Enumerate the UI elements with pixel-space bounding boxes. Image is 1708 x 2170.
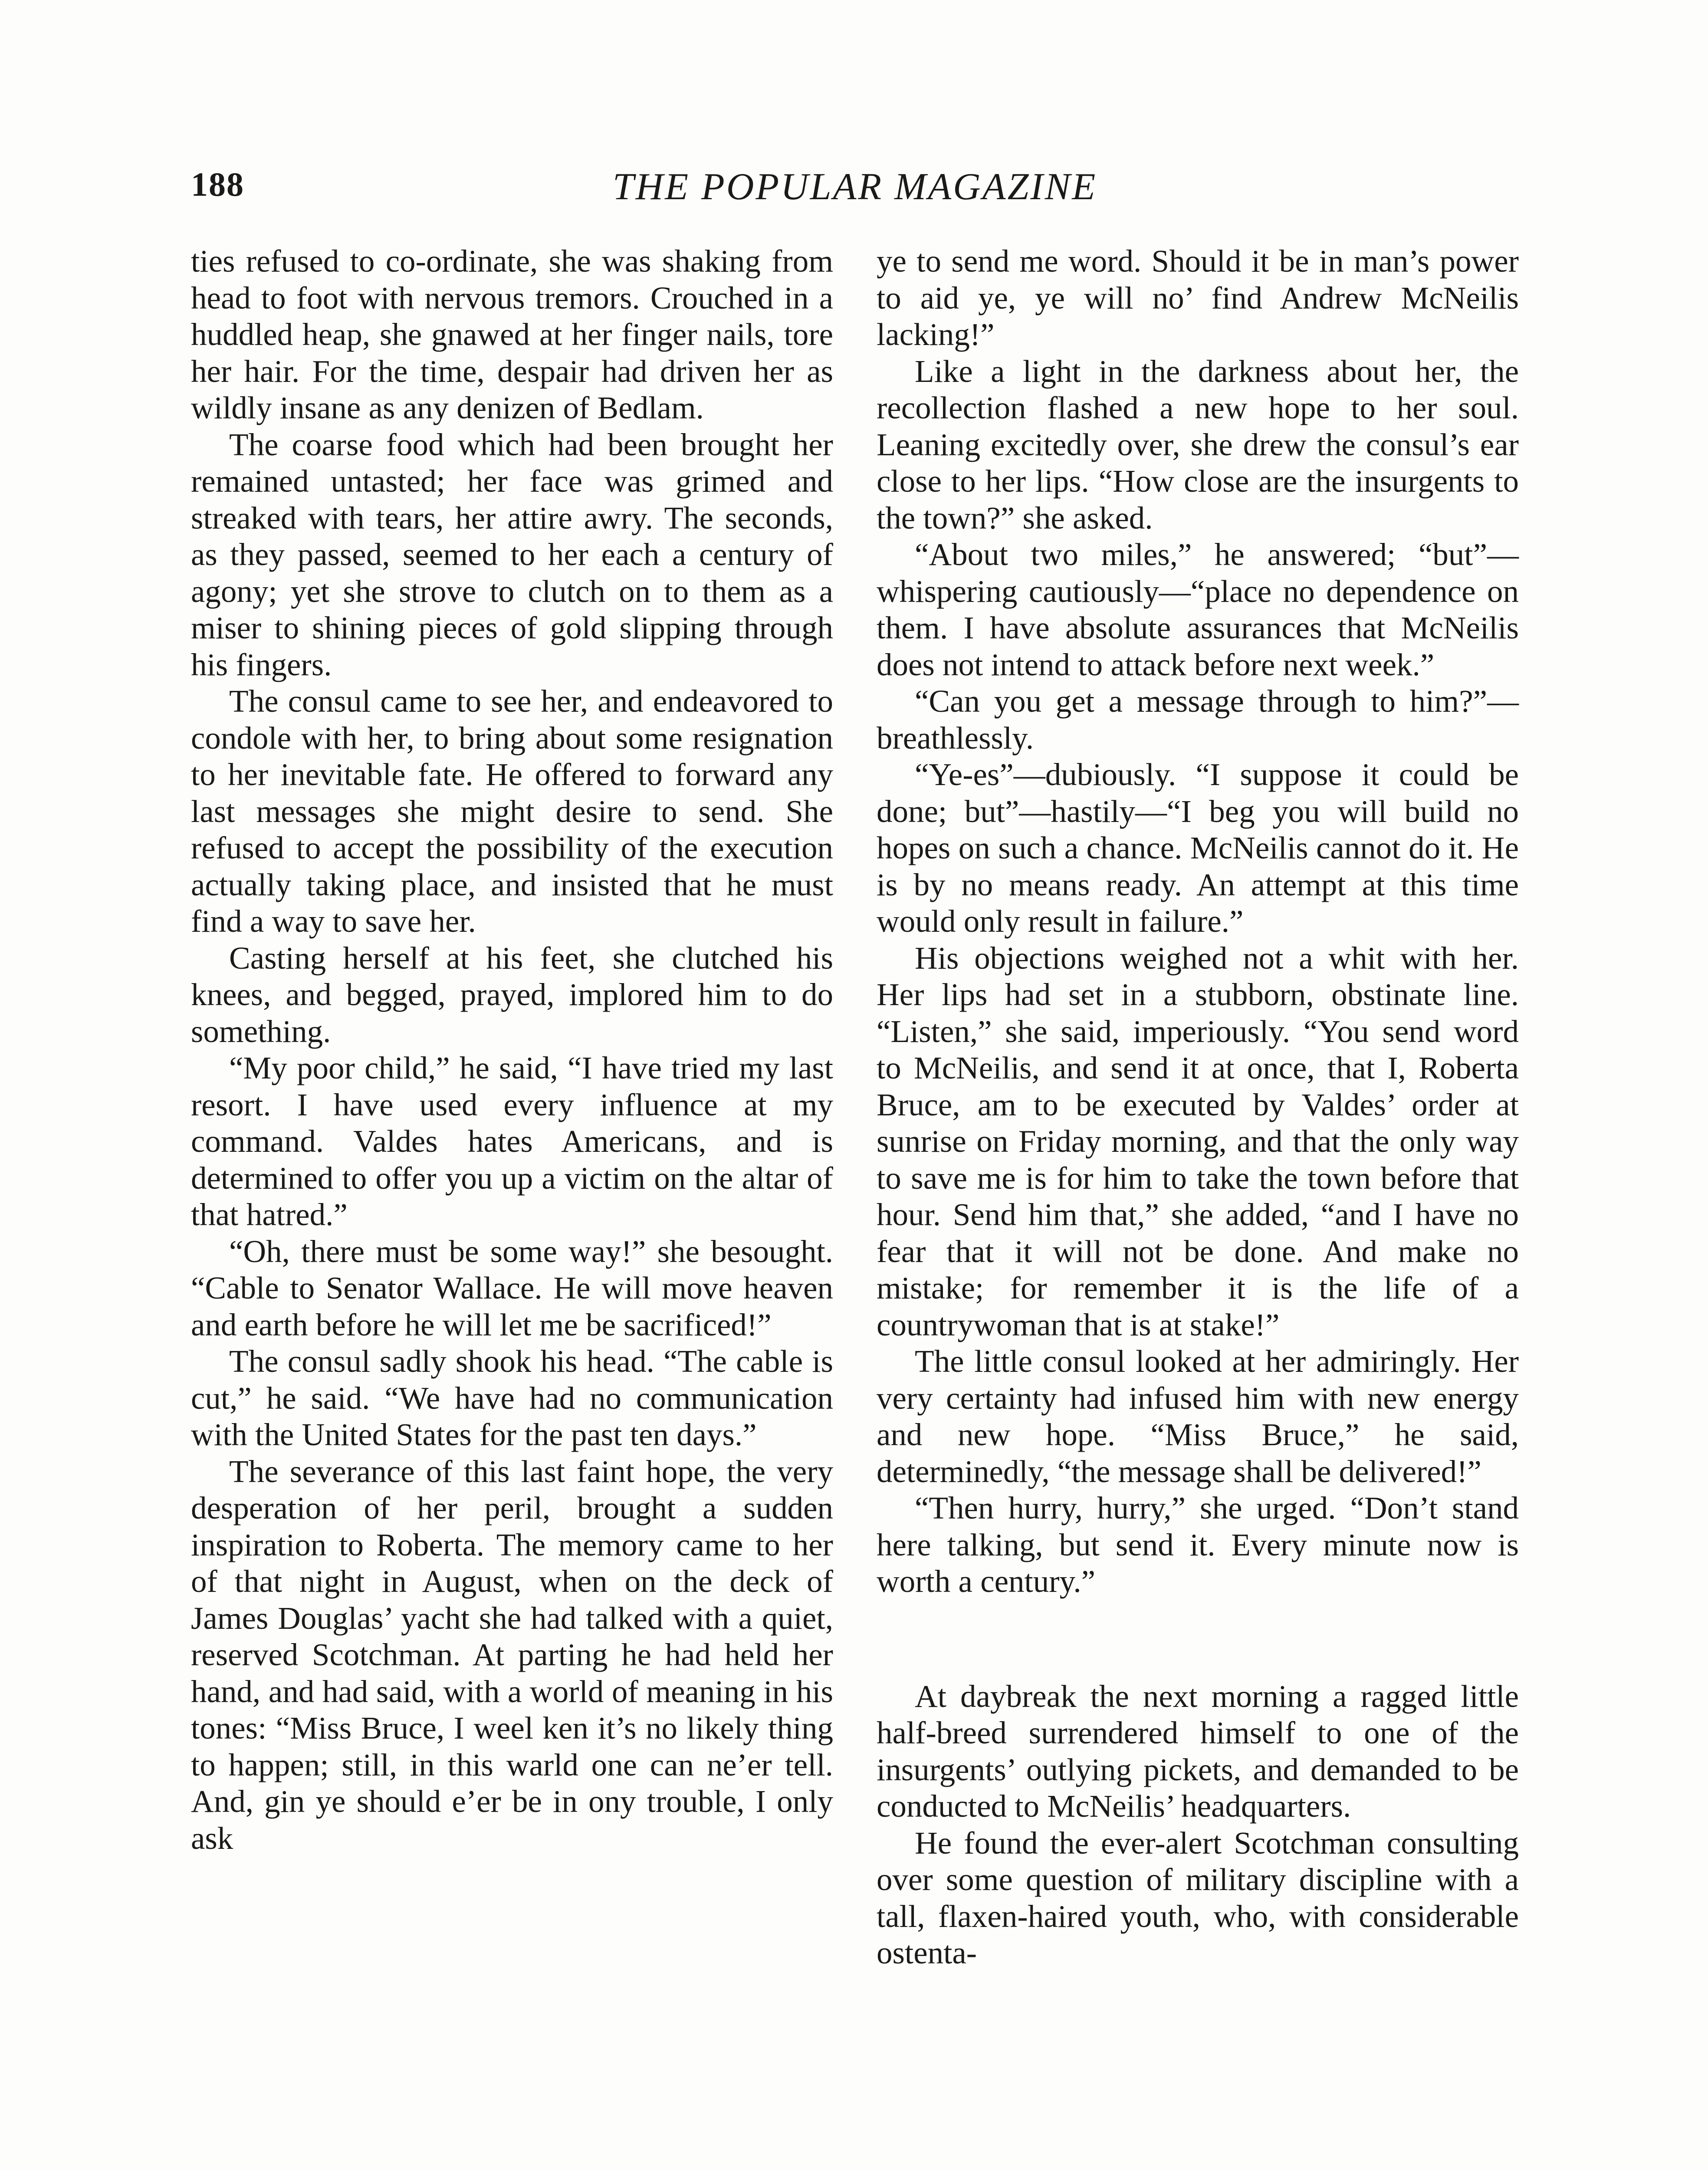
paragraph: The severance of this last faint hope, the very desperation of her peril, brought a sudden inspiration to Roberta. The memory came to her of that night in August, when on the deck of James Douglas’ yacht she had talked with a quiet, reserved Scotchman. At parting he had held her hand, and had said, with a world of meaning in his tones: “Miss Bruce, I weel ken it’s no likely thing to happen; still, in this warld one can ne’er tell. And, gin ye should e’er be in ony trouble, I only ask bbox=[191, 1453, 833, 1856]
paragraph: ye to send me word. Should it be in man’s power to aid ye, ye will no’ find Andrew McNeilis lacking!” bbox=[877, 243, 1519, 352]
paragraph: “Can you get a message through to him?”—breathlessly. bbox=[877, 684, 1519, 756]
paragraph: “Ye-es”—dubiously. “I suppose it could be done; but”—hastily—“I beg you will build no hopes on such a chance. McNeilis cannot do it. He is by no means ready. An attempt at this time would only result in failure.” bbox=[877, 757, 1519, 939]
paragraph: “My poor child,” he said, “I have tried my last resort. I have used every influence at my command. Valdes hates Americans, and is determined to offer you up a victim on the altar of that hatred.” bbox=[191, 1050, 833, 1232]
section-break bbox=[877, 1600, 1519, 1678]
paragraph: The consul came to see her, and endeavored to condole with her, to bring about some resignation to her inevitable fate. He offered to forward any last messages she might desire to send. She refused to accept the possibility of the execution actually taking place, and insisted that he must find a way to save her. bbox=[191, 684, 833, 939]
paragraph: The coarse food which had been brought her remained untasted; her face was grimed and streaked with tears, her attire awry. The seconds, as they passed, seemed to her each a century of agony; yet she strove to clutch on to them as a miser to shining pieces of gold slipping through his fingers. bbox=[191, 427, 833, 682]
right-column bbox=[877, 243, 1519, 1972]
paragraph: Casting herself at his feet, she clutched his knees, and begged, prayed, implored him to do something. bbox=[191, 940, 833, 1049]
left-column bbox=[191, 243, 833, 1857]
paragraph: He found the ever-alert Scotchman consulting over some question of military discipline with a tall, flaxen-haired youth, who, with considerable ostenta- bbox=[877, 1825, 1519, 1970]
paragraph: Like a light in the darkness about her, the recollection flashed a new hope to her soul. Leaning excitedly over, she drew the consul’s ear close to her lips. “How close are the insurgents to the town?” she asked. bbox=[877, 353, 1519, 536]
paragraph: His objections weighed not a whit with her. Her lips had set in a stubborn, obstinate line. “Listen,” she said, imperiously. “You send word to McNeilis, and send it at once, that I, Roberta Bruce, am to be executed by Valdes’ order at sunrise on Friday morning, and that the only way to save me is for him to take the town before that hour. Send him that,” she added, “and I have no fear that it will not be done. And make no mistake; for remember it is the life of a countrywoman that is at stake!” bbox=[877, 940, 1519, 1342]
paragraph: At daybreak the next morning a ragged little half-breed surrendered himself to one of the insurgents’ outlying pickets, and demanded to be conducted to McNeilis’ headquarters. bbox=[877, 1678, 1519, 1824]
paragraph: “Oh, there must be some way!” she besought. “Cable to Senator Wallace. He will move heaven and earth before he will let me be sacrificed!” bbox=[191, 1233, 833, 1342]
paragraph: “About two miles,” he answered; “but”—whispering cautiously—“place no dependence on them. I have absolute assurances that McNeilis does not intend to attack before next week.” bbox=[877, 537, 1519, 682]
paragraph: ties refused to co-ordinate, she was shaking from head to foot with nervous tremors. Crouched in a huddled heap, she gnawed at her finger nails, tore her hair. For the time, despair had driven her as wildly insane as any denizen of Bedlam. bbox=[191, 243, 833, 425]
paragraph: The consul sadly shook his head. “The cable is cut,” he said. “We have had no communication with the United States for the past ten days.” bbox=[191, 1344, 833, 1452]
paragraph: “Then hurry, hurry,” she urged. “Don’t stand here talking, but send it. Every minute now is worth a century.” bbox=[877, 1490, 1519, 1599]
page-header bbox=[191, 165, 1519, 217]
page-number: 188 bbox=[191, 165, 244, 203]
running-title: THE POPULAR MAGAZINE bbox=[612, 166, 1097, 208]
paragraph: The little consul looked at her admiringly. Her very certainty had infused him with new energy and new hope. “Miss Bruce,” he said, determinedly, “the message shall be delivered!” bbox=[877, 1344, 1519, 1489]
